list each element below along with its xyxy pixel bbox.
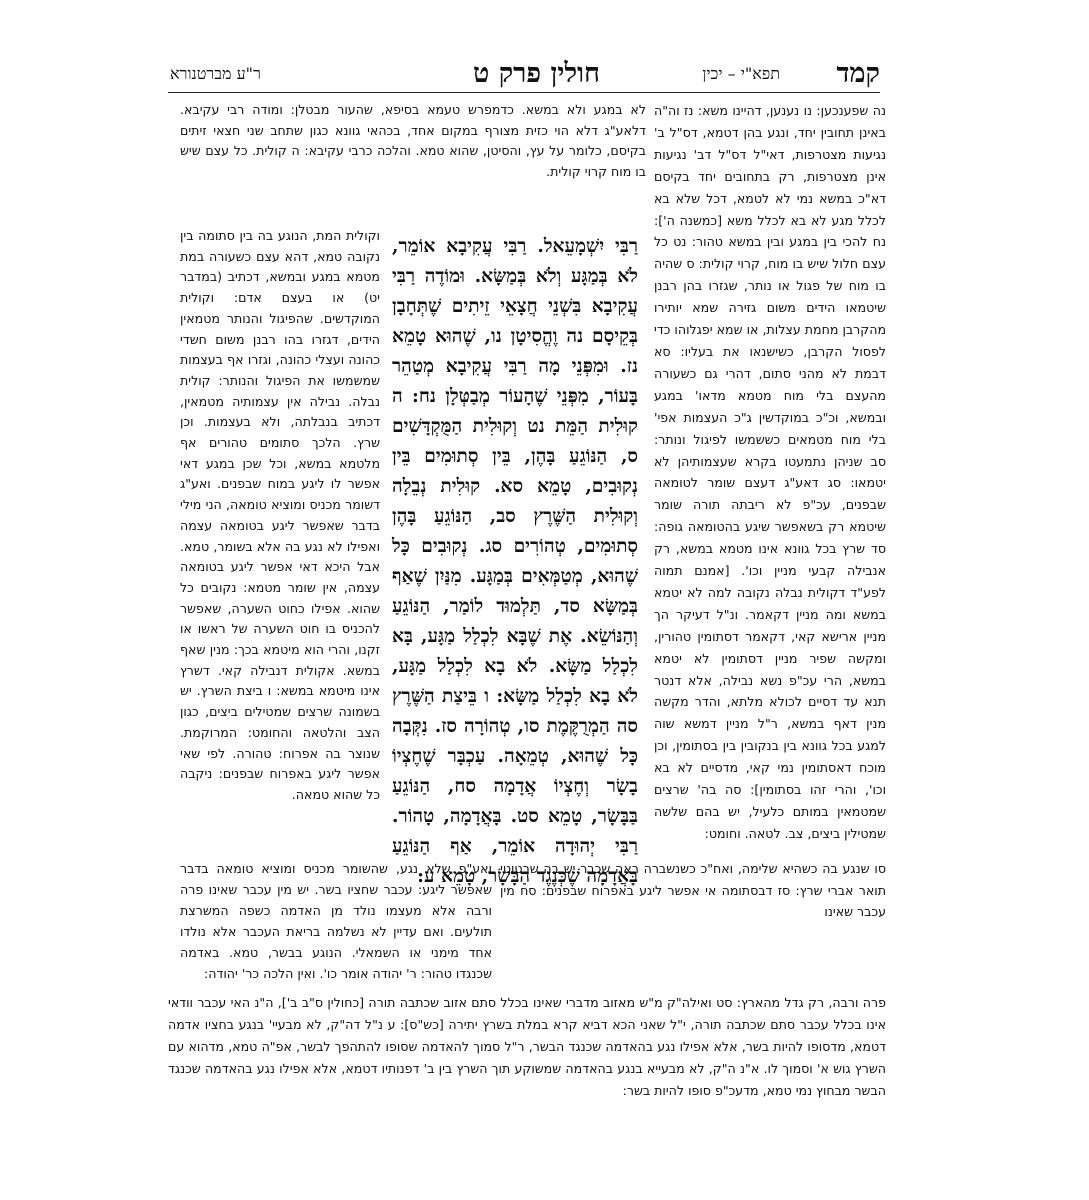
- bartenura-lower-text: וקולית המת, הנוגע בה בין סתומה בין נקובה טמא, דהא עצם כשעורה במת מטמא במגע ובמשא, דכתיב (במדבר יט) או בעצם אדם: וקולית המוקדשים. שהפיגול והנותר מטמאין הידים, דגזרו בהו רבנן משום חשדי כהונה ועצלי כהונה, וגזרו אף בעצמות שמשמשו את הפיגול והנותר: קולית נבלה. נבילה אין עצמותיה מטמאין, דכתיב בנבלתה, ולא בעצמות. וכן שרץ. הלכך סתומים טהורים אף מלטמא במשא, וכל שכן במגע דאי אפשר לו ליגע במוח שבפנים. ואע"ג דשומר מכניס ומוציא טומאה, הני מילי בדבר שאפשר ליגע בטומאה עצמה ואפילו לא נגע בה אלא בשומר, טמא. אבל היכא דאי אפשר ליגע בטומאה עצמה, אין שומר מטמא: נקובים כל שהוא. אפילו כחוט השערה, שאפשר להכניס בו חוט השערה של ראשו או זקנו, והרי הוא מיטמא בכך: מנין שאף במשא. אקולית דנבילה קאי. דשרץ אינו מיטמא במשא: ו ביצת השרץ. יש בשמונה שרצים שמטילים ביצים, כגון הצב והלטאה והחומט: המרוקמת. שנוצר בה אפרוח: טהורה. לפי שאי אפשר ליגע באפרוח שבפנים: ניקבה כל שהוא טמאה.: [180, 228, 380, 802]
- bartenura-upper: [180, 100, 646, 226]
- chapter-title: חולין פרק ט: [473, 58, 600, 89]
- mishna-text: רַבִּי יִשְׁמָעֵאל. רַבִּי עֲקִיבָא אוֹמֵר, לֹא בְּמַגָּע וְלֹא בְּמַשָּׂא. וּמוֹדֶה רַבִּי עֲקִיבָא בִּשְׁנֵי חֲצָאֵי זֵיתִים שֶׁתְּחָבָן בְּקֵיסָם נה וֶהֱסִיטָן נו, שֶׁהוּא טָמֵא נז. וּמִפְּנֵי מָה רַבִּי עֲקִיבָא מְטַהֵר בָּעוֹר, מִפְּנֵי שֶׁהָעוֹר מְבַטְּלָן נח: ה קוּלִית הַמֵּת נט וְקוּלִית הַמֻּקְדָּשִׁים ס, הַנּוֹגֵעַ בָּהֶן, בֵּין סְתוּמִים בֵּין נְקוּבִים, טָמֵא סא. קוּלִית נְבֵלָה וְקוּלִית הַשֶּׁרֶץ סב, הַנּוֹגֵעַ בָּהֶן סְתוּמִים, טְהוֹרִים סג. נְקוּבִים כָּל שֶׁהוּא, מְטַמְּאִים בְּמַגָּע. מִנַּיִן שֶׁאַף בְּמַשָּׂא סד, תַּלְמוּד לוֹמַר, הַנּוֹגֵעַ וְהַנּוֹשֵׂא. אֶת שֶׁבָּא לִכְלַל מַגָּע, בָּא לִכְלַל מַשָּׂא. לֹא בָא לִכְלַל מַגָּע, לֹא בָא לִכְלַל מַשָּׂא: ו בֵּיצַת הַשֶּׁרֶץ סה הַמְרֻקֶּמֶת סו, טְהוֹרָה סז. נִקְּבָה כָּל שֶׁהוּא, טְמֵאָה. עַכְבָּר שֶׁחֶצְיוֹ בָשָׂר וְחֶצְיוֹ אֲדָמָה סח, הַנּוֹגֵעַ בַּבָּשָׂר, טָמֵא סט. בָּאֲדָמָה, טָהוֹר. רַבִּי יְהוּדָה אוֹמֵר, אַף הַנּוֹגֵעַ בָּאֲדָמָה שֶׁכְּנֶגֶד הַבָּשָׂר, טָמֵא ע:: [392, 236, 638, 887]
- footer-commentary: [168, 992, 886, 1132]
- header-rule: [168, 92, 880, 93]
- bartenura-lower: [180, 226, 380, 852]
- tiferet-yisrael-column: [654, 100, 886, 852]
- tiferet-yisrael-text: נה שפענכען: נו נענען, דהיינו משא: נז וה"ה באינן תחובין יחד, ונגע בהן דטמא, דס"ל ב' נגיעות מצטרפות, דאי"ל דס"ל דב' נגיעות אינן מצטרפות, רק בתחובים יחד בקיסם דא"כ במשא נמי לא לטמא, דכל שלא בא לכלל מגע לא בא לכלל משא [כמשנה ה']: נח להכי בין במגע ובין במשא טהור: נט כל עצם חלול שיש בו מוח, קרוי קולית: ס שהיה בו מוח של פגול או נותר, שגזרו בהן רבנן שיטמאו הידים משום גזירה שמא יותירו מהקרבן מחמת עצלות, או שמא יפגלוהו כדי לפסול הקרבן, כשישנאו את בעליו: סא דבמת לא מהני סתום, דהרי גם כשעורה מהעצם בלי מוח מטמא מדאו' במגע ובמשא, וכ"כ במוקדשין ג"כ העצמות אפי' בלי מוח מטמאים כששמשו לפיגול ונותר: סב שניהן נתמעטו בקרא שעצמותיהן לא יטמאו: סג דאע"ג דעצם שומר לטומאה שבפנים, עכ"פ לא ריבתה תורה שומר שיטמא רק בשאפשר שיגע בהטומאה גופה: סד שרץ בכל גוונא אינו מטמא במשא, רק אנבילה קבעי מניין וכו'. [אמנם תמוה לפע"ד דקולית נבלה נקובה למה לא יטמא במשא ומה מניין דקאמר. ונ"ל דעיקר הך מניין ארישא קאי, דקאמר דסתומין טהורין, ומקשה שפיר מניין דסתומין לא יטמא במשא, הרי עכ"פ נשא נבילה, אלא דנטר תנא עד דסיים לכולא מלתא, והדר מקשה מנין דאף במשא, ר"ל מניין דמשא שוה למגע בכל גוונא בין בנקובין בין בסתומין, וכן מוכח דאסתומין נמי קאי, מדסיים לא בא וכו', והרי זהו בסתומין]: סה בה' שרצים שמטמאין במותם כלעיל, יש בהם שלשה שמטילין ביצים, צב. לטאה. וחומט:: [654, 103, 886, 841]
- tiferet-yisrael-continuation: [500, 858, 886, 992]
- bartenura-continuation-text: ואע"פ שלא נגע, שהשומר מכניס ומוציא טומאה בדבר שאפשר ליגע: עכבר שחציו בשר. יש מין עכבר שאינו פרה ורבה אלא מעצמו נולד מן האדמה כשפה המשרצת תולעים. ואם עדיין לא נשלמה בריאת העכבר אלא נולדו אחד מימני או השמאלי. הנוגע בבשר, טמא. באדמה שכנגדו טהור: ר' יהודה אומר כו'. ואין הלכה כר' יהודה:: [180, 861, 492, 981]
- bartenura-continuation: [180, 858, 492, 992]
- tiferet-yisrael-continuation-text: סו שנגע בה כשהיא שלימה, ואח"כ כשנשברה ראה שכבר יש בה שרטוטי תואר אברי שרץ: סז דבסתומה אי אפשר ליגע באפרוח שבפנים: סח מין עכבר שאינו: [500, 861, 886, 920]
- header-commentary-title: תפא"י – יכין: [702, 64, 780, 83]
- bartenura-title: ר"ע מברטנורא: [170, 64, 261, 83]
- bartenura-upper-text: לא במגע ולא במשא. כדמפרש טעמא בסיפא, שהעור מבטלן: ומודה רבי עקיבא. דלאע"ג דלא הוי כזית מצורף במקום אחד, בכהאי גוונא כגון שתחב שני חצאי זיתים בקיסם, כלומר על עץ, והסיטן, שהוא טמא. והלכה כרבי עקיבא: ה קולית. כל עצם שיש בו מוח קרוי קולית.: [180, 102, 646, 179]
- page-header: [170, 58, 880, 92]
- page-number: קמד: [836, 58, 880, 89]
- footer-commentary-text: פרה ורבה, רק גדל מהארץ: סט ואילה"ק מ"ש מאזוב מדברי שאינו בכלל סתם אזוב שכתבה תורה [כחולין ס"ב ב'], ה"נ האי עכבר וודאי אינו בכלל עכבר סתם שכתבה תורה, י"ל שאני הכא דביא קרא במלת בשרץ יתירה [כש"ס]: ע נ"ל דה"ק, לא מבעיי' בנגע בחציו אדמה דטמא, מדסופו להיות בשר, אלא אפילו נגע בהאדמה שכנגד הבשר, ר"ל סמוך להאדמה שסופו להתהפך לבשר, אפ"ה טמא, מדהוא עם השרץ גוש א' וסמוך לו. א"נ ה"ק, לא מבעייא בנגע בהאדמה שמשוקע תוך השרץ בין ב' דפנותיו דטמא, אלא אפילו נגע בהאדמה שכנגד הבשר מבחוץ נמי טמא, מדעכ"פ סופו להיות בשר:: [168, 995, 886, 1098]
- mishna-text-block: [392, 232, 638, 887]
